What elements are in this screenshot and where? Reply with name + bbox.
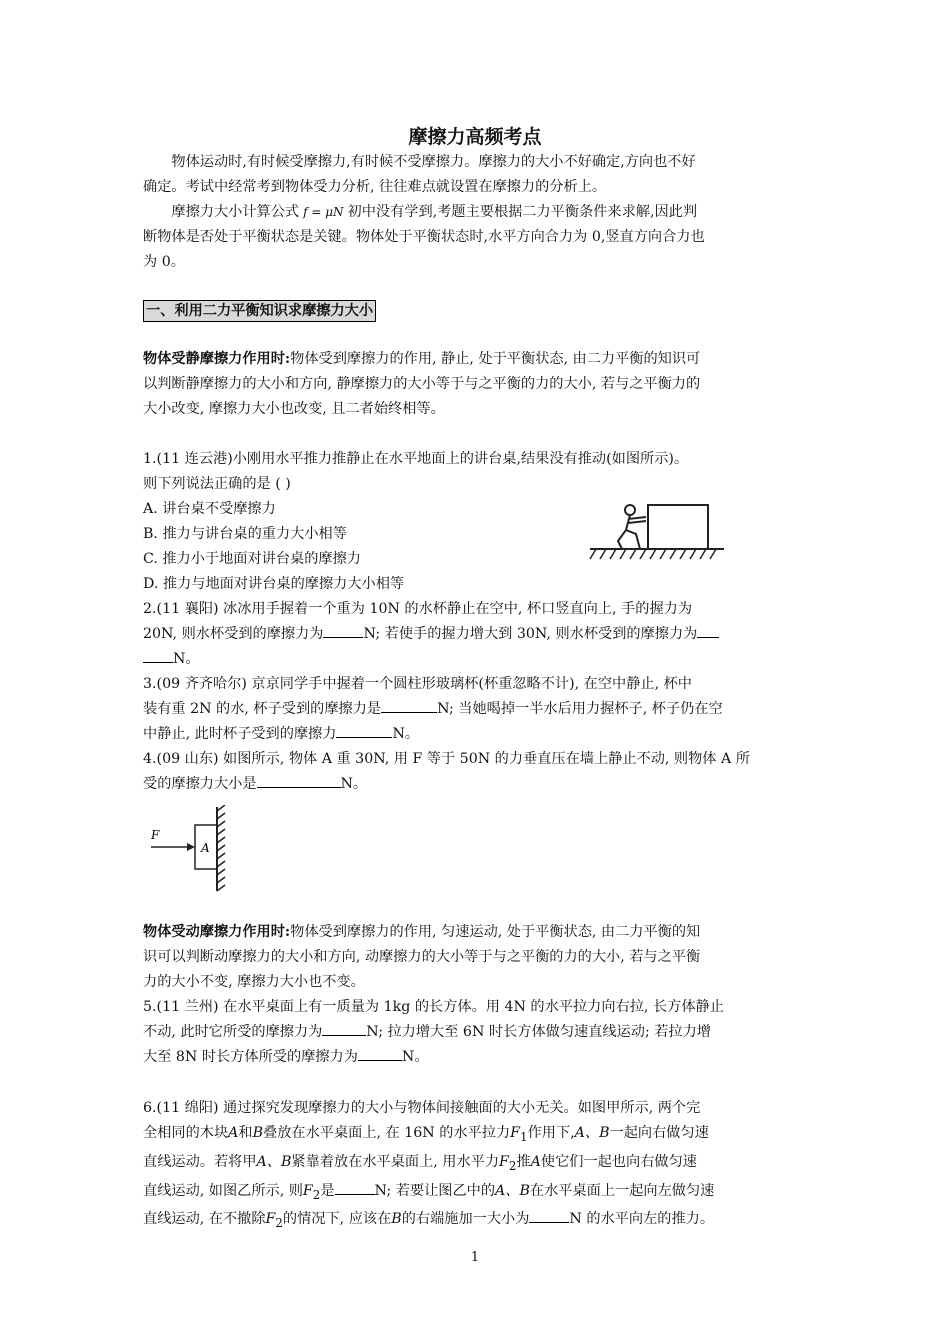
q4-blank[interactable] — [257, 773, 341, 788]
friction-formula: f = μN — [303, 205, 344, 219]
q6-line5-d: N 的水平向左的推力。 — [569, 1211, 715, 1228]
q6-line3-a: 直线运动。若将甲 — [143, 1153, 257, 1170]
q6-line4-d: 在水平桌面上一起向左做匀速 — [529, 1182, 715, 1199]
q2-blank-2b[interactable] — [143, 648, 173, 663]
q5-line2-a: 不动, 此时它所受的摩擦力为 — [143, 1024, 323, 1040]
q6-line2-b: 和 — [238, 1125, 253, 1141]
q1-option-d: D. 推力与地面对讲台桌的摩擦力大小相等 — [143, 576, 405, 592]
intro-paragraph-1 — [143, 150, 811, 200]
q1-line1: 1.(11 连云港)小刚用水平推力推静止在水平地面上的讲台桌,结果没有推动(如图所示)。 — [143, 451, 689, 467]
q1-line2: 则下列说法正确的是 ( ) — [143, 476, 291, 492]
intro-p2-line3: 为 0。 — [143, 254, 185, 270]
dynamic-friction-paragraph — [143, 920, 811, 995]
q6-line4-b: 是 — [320, 1182, 335, 1199]
var-b: B — [252, 1125, 264, 1141]
question-4 — [143, 747, 811, 797]
q6-line2-c: 叠放在水平桌面上, 在 16N 的水平拉力 — [263, 1125, 511, 1141]
dynamic-lead: 物体受动摩擦力作用时: — [143, 924, 291, 940]
q1-option-c: C. 推力小于地面对讲台桌的摩擦力 — [143, 551, 361, 567]
q4-line2-a: 受的摩擦力大小是 — [143, 776, 257, 792]
static-line2: 以判断静摩擦力的大小和方向, 静摩擦力的大小等于与之平衡的力的大小, 若与之平衡力的 — [143, 376, 701, 392]
dynamic-line3: 力的大小不变, 摩擦力大小也不变。 — [143, 974, 365, 990]
q3-blank-2[interactable] — [336, 723, 392, 738]
intro-p1-line1: 物体运动时,有时候受摩擦力,有时候不受摩擦力。摩擦力的大小不好确定,方向也不好 — [171, 154, 696, 170]
intro-p2-post: 初中没有学到,考题主要根据二力平衡条件来求解,因此判 — [347, 204, 698, 220]
sub-1: 1 — [520, 1129, 528, 1144]
q6-line2-d: 作用下, — [527, 1125, 575, 1141]
q3-line2-a: 装有重 2N 的水, 杯子受到的摩擦力是 — [143, 701, 382, 717]
page-number: 1 — [470, 1250, 480, 1265]
q1-option-a: A. 讲台桌不受摩擦力 — [143, 501, 276, 517]
q6-line2-e: 一起向右做匀速 — [609, 1125, 709, 1141]
q2-line1: 2.(11 襄阳) 冰冰用手握着一个重为 10N 的水杯静止在空中, 杯口竖直向上, 手的握力为 — [143, 601, 693, 617]
page-title: 摩擦力高频考点 — [408, 126, 542, 148]
intro-p1-line2: 确定。考试中经常考到物体受力分析, 往往难点就设置在摩擦力的分析上。 — [143, 179, 607, 195]
var-a: A — [530, 1153, 541, 1170]
q6-line5-a: 直线运动, 在不撤除 — [143, 1211, 266, 1228]
force-label: F — [151, 828, 160, 842]
intro-paragraph-2 — [143, 200, 811, 275]
q3-line1: 3.(09 齐齐哈尔) 京京同学手中握着一个圆柱形玻璃杯(杯重忽略不计), 在空中静止, 杯中 — [143, 676, 692, 692]
question-6 — [143, 1096, 811, 1236]
q5-line2-b: N; 拉力增大至 6N 时长方体做匀速直线运动; 若拉力增 — [366, 1024, 711, 1040]
var-f2: F — [302, 1182, 313, 1199]
q6-line2-a: 全相同的木块 — [143, 1125, 229, 1141]
question-2 — [143, 597, 811, 672]
ground-hatching — [590, 549, 716, 559]
question-5 — [143, 995, 811, 1070]
var-f2: F — [265, 1211, 276, 1228]
q1-figure — [588, 497, 728, 569]
var-ab: A、B — [574, 1125, 610, 1141]
q3-blank-1[interactable] — [381, 698, 437, 713]
q6-line3-d: 使它们一起也向右做匀速 — [540, 1153, 697, 1170]
q5-line3-a: 大至 8N 时长方体所受的摩擦力为 — [143, 1049, 358, 1065]
var-f2: F — [499, 1153, 509, 1170]
q6-line4-a: 直线运动, 如图乙所示, 则 — [143, 1182, 303, 1199]
q6-blank-1[interactable] — [335, 1180, 375, 1195]
var-b: B — [391, 1211, 402, 1228]
q2-line2-b: N; 若使手的握力增大到 30N, 则水杯受到的摩擦力为 — [363, 626, 698, 642]
q4-line2-b: N。 — [340, 776, 368, 792]
q6-line4-c: N; 若要让图乙中的 — [374, 1182, 496, 1199]
intro-p2-pre: 摩擦力大小计算公式 — [171, 204, 300, 220]
static-lead: 物体受静摩擦力作用时: — [143, 351, 291, 367]
q3-line3-a: 中静止, 此时杯子受到的摩擦力 — [143, 726, 337, 742]
force-arrow-head — [187, 843, 195, 851]
q4-figure — [147, 805, 237, 895]
q5-line1: 5.(11 兰州) 在水平桌面上有一质量为 1kg 的长方体。用 4N 的水平拉力向右拉, 长方体静止 — [143, 999, 724, 1015]
intro-p2-line1 — [143, 200, 811, 225]
lectern-desk — [648, 505, 708, 549]
person-body — [618, 515, 646, 549]
person-head — [625, 505, 635, 515]
wall-hatching — [217, 805, 225, 891]
static-friction-paragraph — [143, 347, 811, 422]
q3-line3-b: N。 — [392, 726, 420, 742]
q5-blank-1[interactable] — [322, 1021, 366, 1036]
intro-p2-line2: 断物体是否处于平衡状态是关键。物体处于平衡状态时,水平方向合力为 0,竖直方向合力也 — [143, 229, 705, 245]
q2-blank-1[interactable] — [323, 623, 363, 638]
sub-2: 2 — [508, 1158, 517, 1173]
q5-blank-2[interactable] — [358, 1046, 402, 1061]
q2-line3-b: N。 — [173, 651, 200, 667]
dynamic-line2: 识可以判断动摩擦力的大小和方向, 动摩擦力的大小等于与之平衡的力的大小, 若与之平衡 — [143, 949, 701, 965]
q1-option-b: B. 推力与讲台桌的重力大小相等 — [143, 526, 347, 542]
q6-line1: 6.(11 绵阳) 通过探究发现摩擦力的大小与物体间接触面的大小无关。如图甲所示, 两个完 — [143, 1100, 701, 1116]
q6-line3-c: 推 — [516, 1153, 531, 1170]
section-1-heading: 一、利用二力平衡知识求摩擦力大小 — [143, 300, 376, 322]
question-3 — [143, 672, 811, 747]
var-ab: A、B — [256, 1153, 292, 1170]
static-line3: 大小改变, 摩擦力大小也改变, 且二者始终相等。 — [143, 401, 445, 417]
q6-line5-c: 的右端施加一大小为 — [401, 1211, 530, 1228]
q5-line3-b: N。 — [401, 1049, 429, 1065]
q3-line2-b: N; 当她喝掉一半水后用力握杯子, 杯子仍在空 — [437, 701, 723, 717]
var-a: A — [228, 1125, 239, 1141]
q6-line3-b: 紧靠着放在水平桌面上, 用水平力 — [291, 1153, 500, 1170]
var-ab: A、B — [495, 1182, 530, 1199]
dynamic-line1: 物体受到摩擦力的作用, 匀速运动, 处于平衡状态, 由二力平衡的知 — [290, 924, 701, 940]
q6-blank-2[interactable] — [529, 1208, 569, 1223]
q2-blank-2a[interactable] — [697, 623, 719, 638]
block-a-label: A — [201, 841, 210, 855]
q6-line5-b: 的情况下, 应该在 — [282, 1211, 392, 1228]
sub-2: 2 — [275, 1216, 283, 1231]
sub-2: 2 — [312, 1187, 321, 1202]
var-f1: F — [510, 1125, 521, 1141]
q2-line2-a: 20N, 则水杯受到的摩擦力为 — [143, 626, 324, 642]
q4-line1: 4.(09 山东) 如图所示, 物体 A 重 30N, 用 F 等于 50N 的力垂直压在墙上静止不动, 则物体 A 所 — [143, 751, 750, 767]
static-line1: 物体受到摩擦力的作用, 静止, 处于平衡状态, 由二力平衡的知识可 — [290, 351, 701, 367]
